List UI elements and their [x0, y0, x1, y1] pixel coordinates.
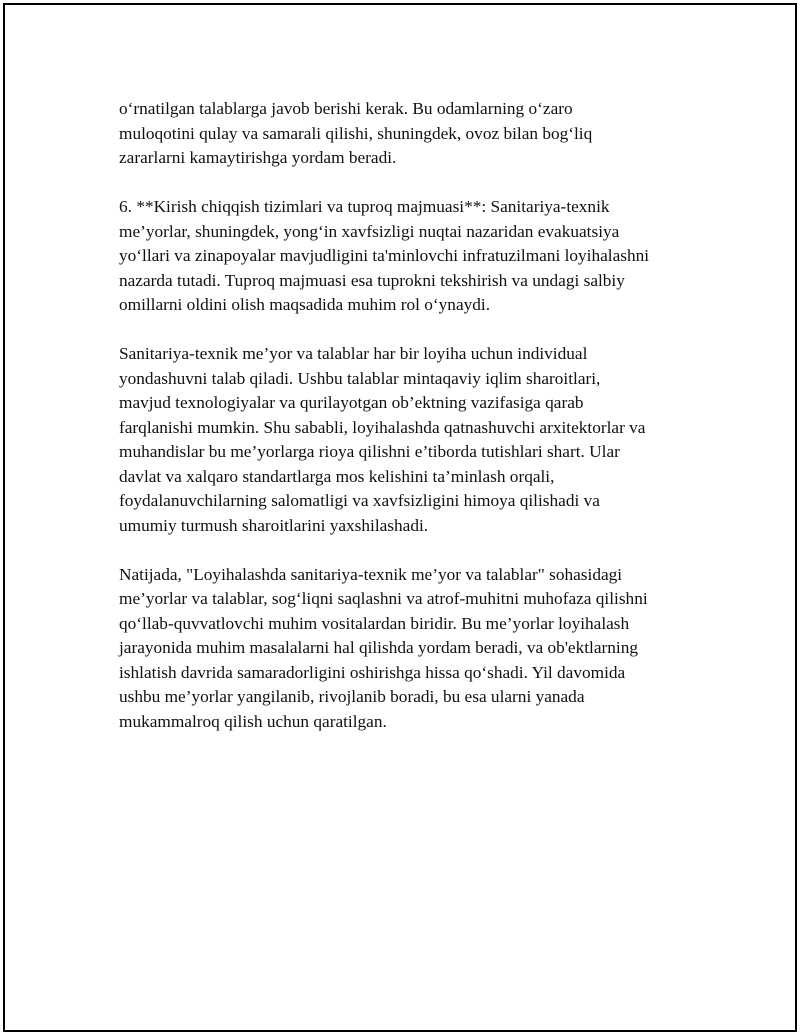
document-body: [119, 97, 709, 759]
paragraph-continuation: o‘rnatilgan talablarga javob berishi kerak. Bu odamlarning o‘zaro muloqotini qulay va samarali qilishi, shuningdek, ovoz bilan bog‘liq zararlarni kamaytirishga yordam beradi.: [119, 99, 593, 167]
paragraph-requirements: Sanitariya-texnik me’yor va talablar har bir loyiha uchun individual yondashuvni talab qiladi. Ushbu talablar mintaqaviy iqlim sharoitlari, mavjud texnologiyalar va qurilayotgan ob’ektning vazifasiga qarab farqlanishi mumkin. Shu sababli, loyihalashda qatnashuvchi arxitektorlar va muhandislar bu me’yorlarga rioya qilishni e’tiborda tutishlari shart. Ular davlat va xalqaro standartlarga mos kelishini ta’minlash orqali, foydalanuvchilarning salomatligi va xavfsizligini himoya qilishadi va umumiy turmush sharoitlarini yaxshilashadi.: [119, 344, 646, 535]
paragraph-conclusion: Natijada, "Loyihalashda sanitariya-texnik me’yor va talablar" sohasidagi me’yorlar va talablar, sog‘liqni saqlashni va atrof-muhitni muhofaza qilishni qo‘llab-quvvatlovchi muhim vositalardan biridir. Bu me’yorlar loyihalash jarayonida muhim masalalarni hal qilishda yordam beradi, va ob'ektlarning ishlatish davrida samaradorligini oshirishga hissa qo‘shadi. Yil davomida ushbu me’yorlar yangilanib, rivojlanib boradi, bu esa ularni yanada mukammalroq qilish uchun qaratilgan.: [119, 564, 648, 731]
document-page: [3, 3, 797, 1032]
paragraph-item-6: 6. **Kirish chiqqish tizimlari va tuproq majmuasi**: Sanitariya-texnik me’yorlar, shuningdek, yong‘in xavfsizligi nuqtai nazaridan evakuatsiya yo‘llari va zinapoyalar mavjudligini ta'minlovchi infratuzilmani loyihalashni nazarda tutadi. Tuproq majmuasi esa tuprokni tekshirish va undagi salbiy omillarni oldini olish maqsadida muhim rol o‘ynaydi.: [119, 197, 650, 314]
